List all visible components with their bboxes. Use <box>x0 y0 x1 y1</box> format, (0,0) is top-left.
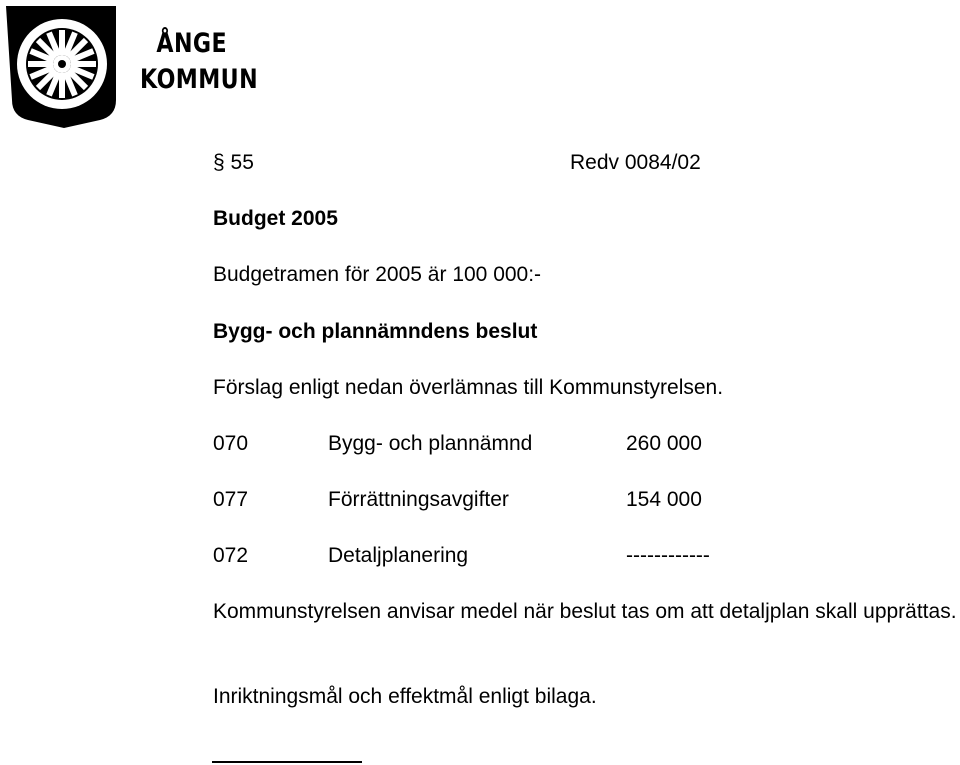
municipality-name-line1: ÅNGE <box>156 28 228 59</box>
wheel-icon <box>4 4 124 128</box>
municipality-name <box>140 26 258 98</box>
decision-heading: Bygg- och plannämndens beslut <box>213 320 538 343</box>
municipality-name-line2: KOMMUN <box>140 64 259 95</box>
allocation-note: Kommunstyrelsen anvisar medel när beslut tas om att detaljplan skall upprättas. <box>213 600 957 623</box>
signature-line <box>212 761 362 763</box>
budget-amount: ------------ <box>626 544 710 567</box>
municipality-logo <box>4 4 124 128</box>
budget-amount: 260 000 <box>626 432 702 455</box>
budget-amount: 154 000 <box>626 488 702 511</box>
budget-description: Bygg- och plannämnd <box>328 432 533 455</box>
reference-number: Redv 0084/02 <box>570 151 701 174</box>
goals-note: Inriktningsmål och effektmål enligt bilaga. <box>213 685 597 708</box>
budget-description: Förrättningsavgifter <box>328 488 509 511</box>
budget-description: Detaljplanering <box>328 544 469 567</box>
budget-code: 077 <box>213 488 249 511</box>
proposal-text: Förslag enligt nedan överlämnas till Kommunstyrelsen. <box>213 376 724 399</box>
budget-code: 070 <box>213 432 249 455</box>
paragraph-number: § 55 <box>213 151 254 174</box>
budget-code: 072 <box>213 544 249 567</box>
budget-frame-text: Budgetramen för 2005 är 100 000:- <box>213 263 542 286</box>
document-title: Budget 2005 <box>213 207 338 230</box>
